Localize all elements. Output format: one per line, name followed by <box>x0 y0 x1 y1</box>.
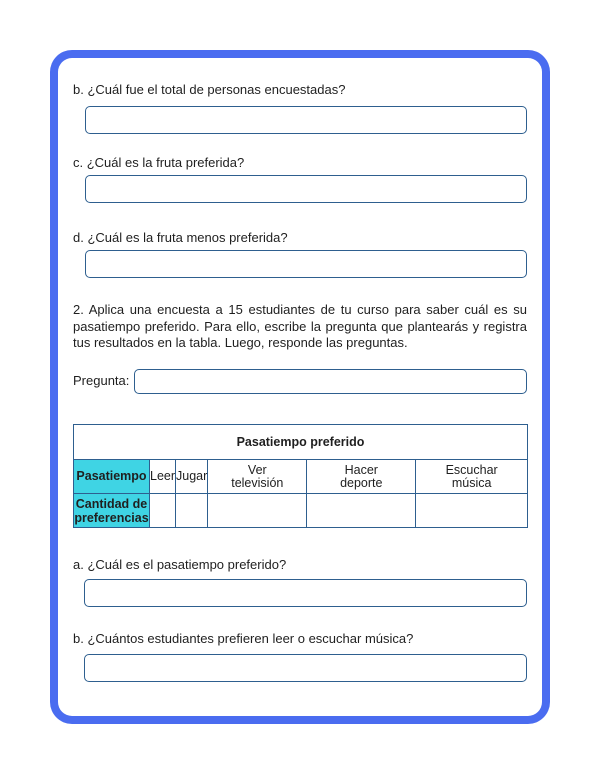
count-cell-escuchar-musica[interactable] <box>416 494 528 528</box>
question-a-pasatiempo: a. ¿Cuál es el pasatiempo preferido? <box>73 557 287 572</box>
count-cell-leer[interactable] <box>150 494 176 528</box>
activity-2-instructions: 2. Aplica una encuesta a 15 estudiantes de tu curso para saber cuál es su pasatiempo preferido. Para ello, escribe la pregunta que plantearás y registra tus resultados en la tabla. Luego, responde las preguntas. <box>73 302 527 350</box>
question-b-estudiantes: b. ¿Cuántos estudiantes prefieren leer o escuchar música? <box>73 631 414 646</box>
question-input[interactable] <box>134 369 527 394</box>
option-leer: Leer <box>150 460 176 494</box>
answer-field-b-total[interactable] <box>85 106 527 134</box>
answer-field-c-fruta[interactable] <box>85 175 527 203</box>
option-ver-television: Ver televisión <box>208 460 307 494</box>
option-jugar: Jugar <box>176 460 208 494</box>
answer-field-b-estudiantes[interactable] <box>84 654 527 682</box>
hobby-table <box>73 424 528 528</box>
question-d-fruta-menos: d. ¿Cuál es la fruta menos preferida? <box>73 230 288 245</box>
row-header-pasatiempo: Pasatiempo <box>74 460 150 494</box>
table-title: Pasatiempo preferido <box>74 425 528 460</box>
count-cell-hacer-deporte[interactable] <box>307 494 416 528</box>
answer-field-d-fruta[interactable] <box>85 250 527 278</box>
count-cell-jugar[interactable] <box>176 494 208 528</box>
question-b-total: b. ¿Cuál fue el total de personas encuestadas? <box>73 82 346 97</box>
count-cell-ver-television[interactable] <box>208 494 307 528</box>
question-c-fruta-preferida: c. ¿Cuál es la fruta preferida? <box>73 155 245 170</box>
option-escuchar-musica: Escuchar música <box>416 460 528 494</box>
question-label: Pregunta: <box>73 373 130 388</box>
option-hacer-deporte: Hacer deporte <box>307 460 416 494</box>
row-header-cantidad: Cantidad de preferencias <box>74 494 150 528</box>
answer-field-a-pasatiempo[interactable] <box>84 579 527 607</box>
